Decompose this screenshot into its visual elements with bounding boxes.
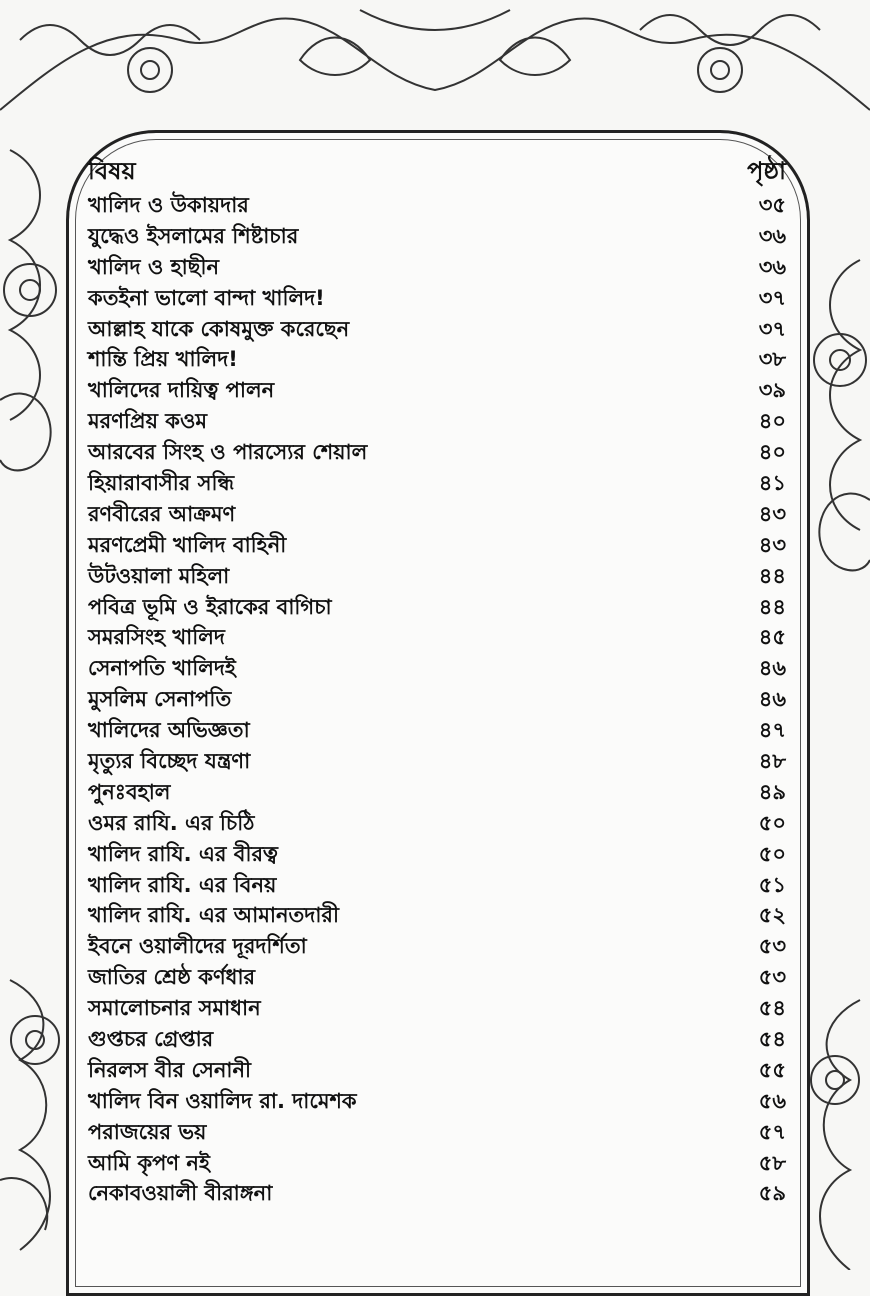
toc-header <box>88 155 786 191</box>
entry-page-number: ৪৩ <box>758 532 786 557</box>
entry-title: ওমর রাযি. এর চিঠি <box>88 810 255 835</box>
toc-entry <box>88 747 786 778</box>
entry-page-number: ৪৭ <box>758 718 786 743</box>
toc-entry <box>88 994 786 1025</box>
toc-entry <box>88 1056 786 1087</box>
entry-title: কতইনা ভালো বান্দা খালিদ! <box>88 285 325 310</box>
entry-page-number: ৫৫ <box>758 1057 786 1082</box>
toc-entry <box>88 222 786 253</box>
toc-entry <box>88 500 786 531</box>
entry-page-number: ৫১ <box>758 872 786 897</box>
toc-entry <box>88 469 786 500</box>
table-of-contents <box>88 155 786 1210</box>
entry-page-number: ৪৪ <box>758 563 786 588</box>
entry-page-number: ৪৪ <box>758 594 786 619</box>
entry-page-number: ৩৭ <box>758 316 786 341</box>
entry-title: নিরলস বীর সেনানী <box>88 1057 252 1082</box>
toc-entry <box>88 1149 786 1180</box>
entry-page-number: ৫৪ <box>758 996 786 1021</box>
entry-title: খালিদ বিন ওয়ালিদ রা. দামেশক <box>88 1088 357 1113</box>
entry-page-number: ৫০ <box>758 810 786 835</box>
entry-page-number: ৪৬ <box>758 656 786 681</box>
toc-entry <box>88 376 786 407</box>
toc-entry <box>88 901 786 932</box>
toc-entry <box>88 778 786 809</box>
toc-entry <box>88 716 786 747</box>
entry-page-number: ৫২ <box>758 903 786 928</box>
toc-entry <box>88 1025 786 1056</box>
toc-entry <box>88 531 786 562</box>
entry-title: খালিদের দায়িত্ব পালন <box>88 378 275 403</box>
toc-entry <box>88 685 786 716</box>
entry-title: ইবনে ওয়ালীদের দূরদর্শিতা <box>88 934 307 959</box>
entry-title: মুসলিম সেনাপতি <box>88 687 232 712</box>
entry-title: মরণপ্রিয় কওম <box>88 409 208 434</box>
toc-entry <box>88 1118 786 1149</box>
entry-title: খালিদ রাযি. এর বিনয় <box>88 872 277 897</box>
subject-heading: বিষয় <box>88 157 136 185</box>
entry-page-number: ৪৮ <box>758 748 786 773</box>
entry-page-number: ৪০ <box>758 440 786 465</box>
toc-entry <box>88 809 786 840</box>
toc-entry <box>88 407 786 438</box>
entry-page-number: ৫৮ <box>758 1150 786 1175</box>
entry-page-number: ৪৯ <box>758 779 786 804</box>
entry-title: নেকাবওয়ালী বীরাঙ্গনা <box>88 1181 273 1206</box>
entry-page-number: ৪৫ <box>758 625 786 650</box>
toc-entry <box>88 654 786 685</box>
entry-page-number: ৩৫ <box>758 192 786 217</box>
entry-page-number: ৩৬ <box>758 254 786 279</box>
toc-entries <box>88 191 786 1210</box>
entry-title: আরবের সিংহ ও পারস্যের শেয়াল <box>88 440 368 465</box>
toc-entry <box>88 840 786 871</box>
entry-title: খালিদ ও উকায়দার <box>88 192 249 217</box>
toc-entry <box>88 1180 786 1211</box>
entry-title: উটওয়ালা মহিলা <box>88 563 230 588</box>
entry-title: জাতির শ্রেষ্ঠ কর্ণধার <box>88 965 256 990</box>
toc-entry <box>88 593 786 624</box>
entry-title: রণবীরের আক্রমণ <box>88 501 236 526</box>
toc-entry <box>88 345 786 376</box>
entry-page-number: ৫৩ <box>758 965 786 990</box>
toc-entry <box>88 438 786 469</box>
entry-title: হিয়ারাবাসীর সন্ধি <box>88 470 235 495</box>
entry-page-number: ৫৯ <box>758 1181 786 1206</box>
toc-entry <box>88 284 786 315</box>
entry-page-number: ৪১ <box>758 470 786 495</box>
entry-page-number: ৩৮ <box>758 347 786 372</box>
entry-title: খালিদের অভিজ্ঞতা <box>88 718 250 743</box>
entry-title: খালিদ রাযি. এর বীরত্ব <box>88 841 278 866</box>
entry-page-number: ৪০ <box>758 409 786 434</box>
toc-entry <box>88 932 786 963</box>
entry-page-number: ৩৯ <box>758 378 786 403</box>
toc-entry <box>88 253 786 284</box>
entry-page-number: ৫০ <box>758 841 786 866</box>
entry-page-number: ৩৬ <box>758 223 786 248</box>
entry-title: শান্তি প্রিয় খালিদ! <box>88 347 238 372</box>
entry-title: খালিদ রাযি. এর আমানতদারী <box>88 903 339 928</box>
entry-page-number: ৩৭ <box>758 285 786 310</box>
toc-entry <box>88 191 786 222</box>
entry-title: সমালোচনার সমাধান <box>88 996 261 1021</box>
entry-title: খালিদ ও হাছীন <box>88 254 220 279</box>
entry-page-number: ৫৭ <box>758 1119 786 1144</box>
entry-page-number: ৫৩ <box>758 934 786 959</box>
entry-title: সমরসিংহ খালিদ <box>88 625 225 650</box>
entry-page-number: ৫৪ <box>758 1027 786 1051</box>
toc-entry <box>88 623 786 654</box>
entry-title: গুপ্তচর গ্রেপ্তার <box>88 1027 214 1051</box>
entry-page-number: ৪৩ <box>758 501 786 526</box>
toc-entry <box>88 963 786 994</box>
page-heading: পৃষ্ঠা <box>747 157 786 185</box>
entry-title: পবিত্র ভূমি ও ইরাকের বাগিচা <box>88 594 332 619</box>
toc-entry <box>88 562 786 593</box>
entry-title: আমি কৃপণ নই <box>88 1150 210 1175</box>
entry-page-number: ৫৬ <box>758 1088 786 1113</box>
entry-title: সেনাপতি খালিদই <box>88 656 236 681</box>
entry-title: মরণপ্রেমী খালিদ বাহিনী <box>88 532 287 557</box>
entry-title: মৃত্যুর বিচ্ছেদ যন্ত্রণা <box>88 748 251 773</box>
entry-page-number: ৪৬ <box>758 687 786 712</box>
toc-entry <box>88 315 786 346</box>
entry-title: পরাজয়ের ভয় <box>88 1119 207 1144</box>
entry-title: পুনঃবহাল <box>88 779 171 804</box>
toc-entry <box>88 871 786 902</box>
toc-entry <box>88 1087 786 1118</box>
entry-title: আল্লাহ যাকে কোষমুক্ত করেছেন <box>88 316 350 341</box>
entry-title: যুদ্ধেও ইসলামের শিষ্টাচার <box>88 223 299 248</box>
